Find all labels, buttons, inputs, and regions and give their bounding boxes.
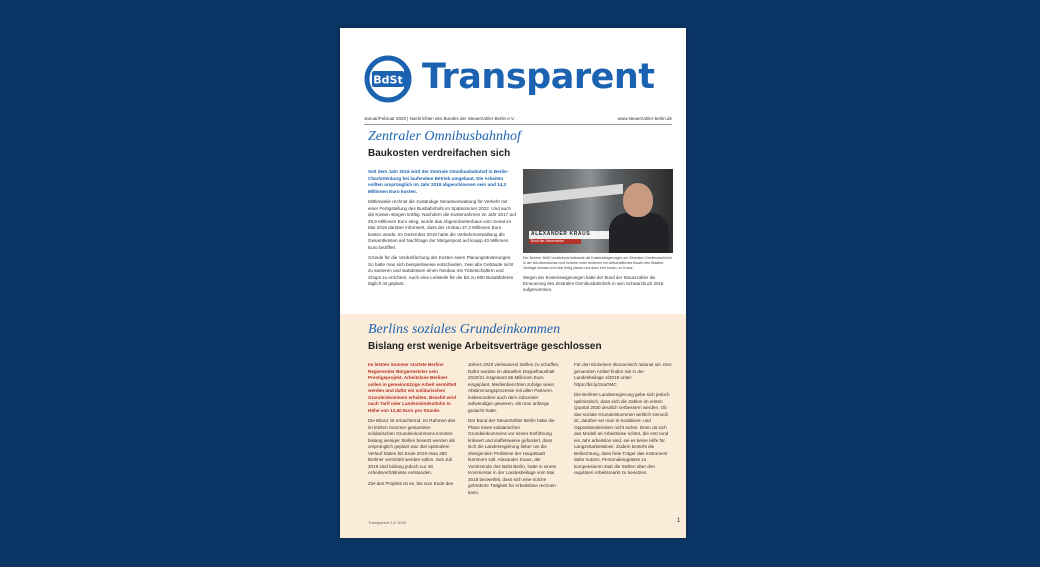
article2-paragraph: Die Berliner Landesregierung gebe sich jedoch optimistisch, dass sich die Zahlen im ersten Quartal 2020 deutlich verbessern werden. Ob das soziale Grundeinkommen wirklich sinnvoll ist, darüber sei man in Koalitions- und Oppositionskreisen nicht sicher. Denn da sich das Modell an Arbeitslose richtet, die erst rund ein Jahr arbeitslos sind, sei es keine Hilfe für Langzeitarbeitslose. Zudem besteht die Befürchtung, dass freie Träger das Instrument dafür nutzen, Personalengpässe zu kompensieren statt die Stellen über den regulären Arbeitsmarkt zu besetzen. — [574, 392, 670, 475]
article2-headline: Bislang erst wenige Arbeitsverträge geschlossen — [368, 341, 602, 352]
article2-column-2 — [468, 362, 560, 500]
article1-closing: Wegen der Kostensteigerungen hatte der Bund der Steuerzahler die Erneuerung des Zentralen Omnibusbahnhofs in sein Schwarzbuch 2018 aufgenommen. — [523, 275, 664, 292]
article2-paragraph: Die Bilanz ist ernüchternd. Im Rahmen des im letzten Sommer gestarteten solidarischen Grundeinkommens konnten bislang weniger Stellen besetzt werden als ursprünglich geplant war. Bei optimalem Verlauf hätten bis Ende 2019 etwa 250 Berliner vermittelt werden sollen. Seit Juli 2019 sind bislang jedoch nur 48 Arbeitsverhältnisse entstanden. — [368, 418, 456, 475]
article2-paragraph: Ziel des Projekts ist es, bis zum Ende des — [368, 480, 454, 486]
lower-third-role: Bund der Steuerzahler — [531, 239, 564, 243]
website-link[interactable]: www.steuerzahler-berlin.de — [617, 116, 672, 121]
article1-kicker: Zentraler Omnibusbahnhof — [368, 129, 521, 144]
page-number: 1 — [677, 518, 681, 524]
article2-lead: Im letzten Sommer startete Berlins Regierender Bürgermeister sein Prestigeprojekt. Arbeitslose Berliner sollen in gemeinnützige Arbeit vermittelt werden und dafür ein solidarisches Grundeinkommen erhalten. Bezahlt wird nach Tarif oder Landesmindestlohn in Höhe von 12,50 Euro pro Stunde. — [368, 362, 457, 413]
article2-kicker: Berlins soziales Grundeinkommen — [368, 322, 561, 337]
article2-column-1 — [368, 362, 458, 491]
issue-info: Januar/Februar 2020 | Nachrichten des Bundes der Steuerzahler Berlin e.V. — [364, 116, 515, 121]
article1-text — [368, 169, 516, 292]
bdst-logo — [364, 55, 412, 103]
masthead-title: Transparent — [422, 57, 655, 97]
article2-column-3 — [574, 362, 672, 481]
footer-issue: Transparent 1/2 2020 — [368, 520, 407, 525]
article1-paragraph: Mittlerweile rechnet die zuständige Senatsverwaltung für Verkehr mit einer Fertigstellung des Busbahnhofs im Spätsommer 2022. Und auch die Kosten stiegen kräftig: Nachdem die Kostenrahmen im Jahr 2017 auf 29,9 Millionen Euro stieg, wurde das Abgeordnetenhaus vom Senat im Mai 2018 darüber informiert, dass der Umbau 37,3 Millionen Euro kosten würde. Im Dezember 2019 hatte die Verkehrsverwaltung die Gesamtkosten auf Nachfrage der Morgenpost auf knapp 40 Millionen Euro beziffert. — [368, 199, 516, 250]
photo-caption — [523, 256, 673, 293]
svg-text:BdSt: BdSt — [373, 73, 403, 87]
person-figure — [609, 213, 669, 253]
article1-headline: Baukosten verdreifachen sich — [368, 148, 511, 159]
article2-paragraph: Der Bund der Steuerzahler Berlin hatte die Pläne eines solidarischen Grundeinkommens vor seiner Einführung kritisiert und staffelsweise gefordert, dass sich die Landesregierung lieber um die drängenden Probleme der Hauptstadt kümmern soll. Alexander Kraus, der Vorsitzende des BdSt Berlin, hatte in einem Kommentar in der Landesbeilage vom Mai 2018 bezweifelt, dass sich eine solche geförderte Tätigkeit für Arbeitslose rechnen kann. — [468, 418, 557, 495]
tv-still-photo — [523, 169, 673, 253]
building-roof — [523, 184, 623, 205]
article2-section — [340, 314, 686, 538]
person-head — [623, 183, 653, 217]
caption-text: Der Berliner BdSt-Vorsitzende kritisierte die Kostensteigerungen am Zentralen Omnibusbahnhof in der rbb-Abendschau und forderte unter anderem ein wirtschaftliches Bauen des Staates. Verträge müssen sich klar fertig planen und dann erst bauen, so Kraus. — [523, 256, 672, 270]
article1-lead: Seit dem Jahr 2016 wird der Zentrale Omnibusbahnhof in Berlin-Charlottenburg bei laufendem Betrieb umgebaut. Die Arbeiten sollten ursprünglich im Jahr 2019 abgeschlossen sein und 14,3 Millionen Euro kosten. — [368, 169, 509, 194]
article2-paragraph: Für den Einzelnen ökonomisch rational sei. Den genannten Artikel finden Sie in der Landesbeilage 4/2018 unter: https://bit.ly/2saOMC. — [574, 362, 672, 387]
newsletter-page — [340, 28, 686, 538]
article2-paragraph: Jahres 2020 vierlausend Stellen zu schaffen. Dafür wurden im aktuellen Doppelhaushalt 2020/21 insgesamt 56 Millionen Euro eingeplant. Medienberichten zufolge seien Abstimmungsprozesse mit allen Partnern, insbesondere auch dem Jobcenter aufwendiger gewesen, als man anfangs gedacht hatte. — [468, 362, 560, 413]
article1-paragraph: Gründe für die Verdreifachung der Kosten seien Planungsänderungen. So hatte man sich beispielsweise entschieden, zwei alte Gebäude nicht zu sanieren und stattdessen einen Neubau mit Ticketschaltern und Shops zu errichten. Auch eine Leitstelle für die bis zu 800 Busabfahrten täglich ist geplant. — [368, 255, 514, 286]
masthead — [364, 52, 674, 106]
header-rule — [364, 124, 672, 125]
lower-third-name: ALEXANDER KRAUS — [531, 231, 591, 237]
